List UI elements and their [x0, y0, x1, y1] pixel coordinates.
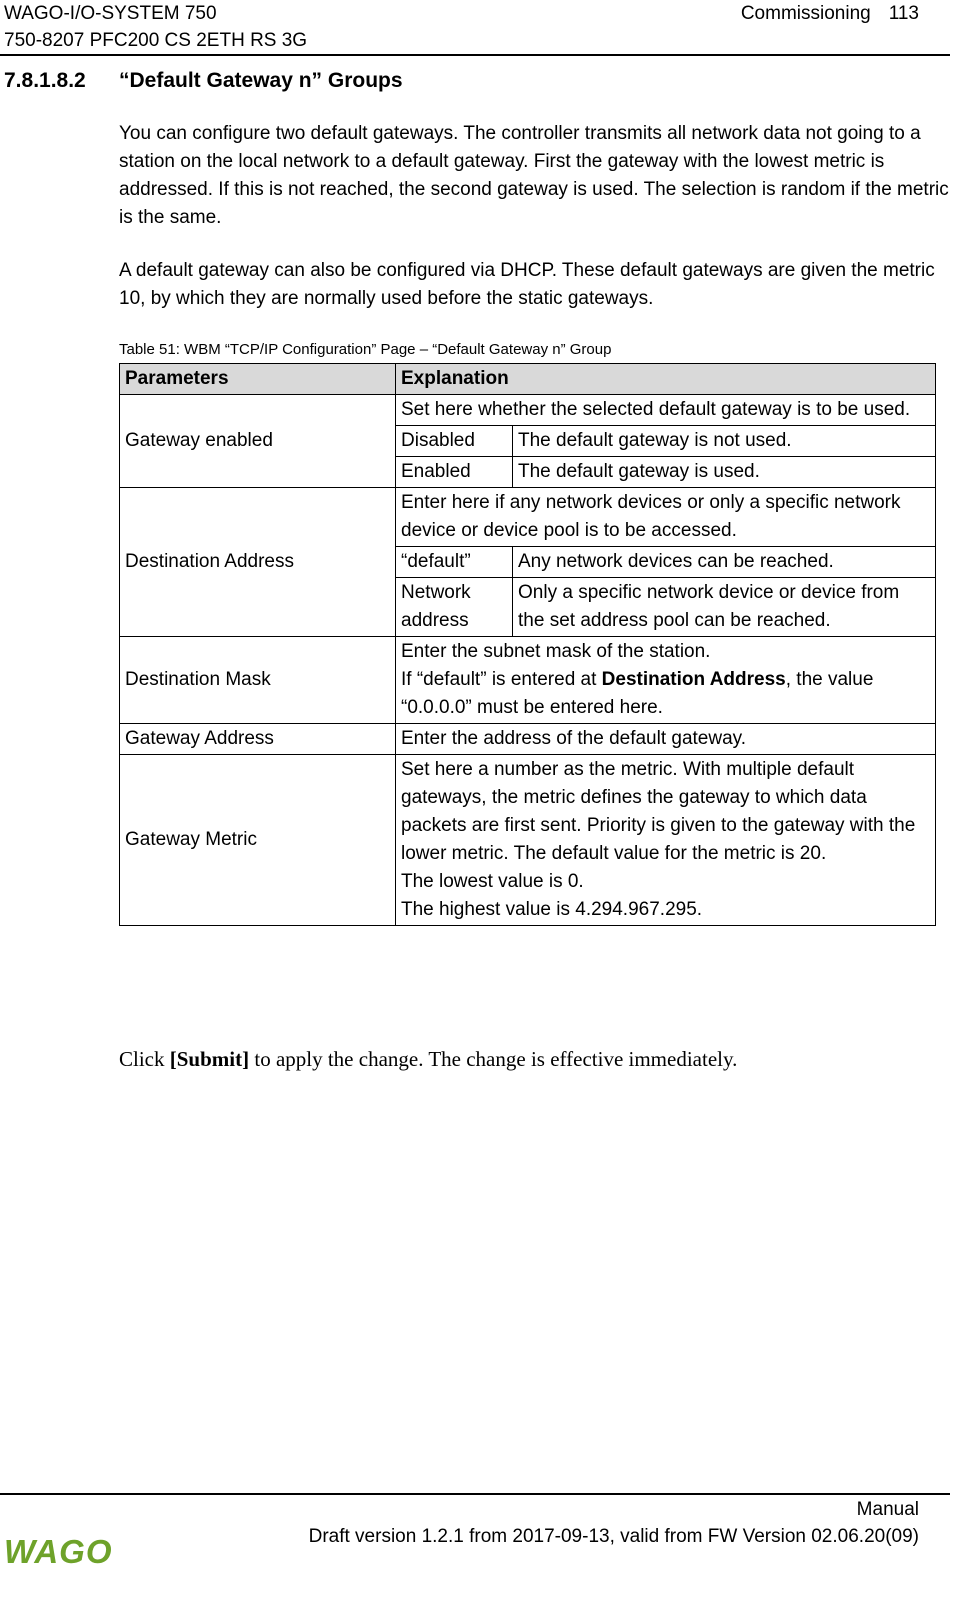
header-rule: [0, 54, 950, 56]
desc-destination-address: Enter here if any network devices or only a specific network device or device pool is to be accessed.: [396, 488, 936, 547]
paragraph-dhcp: A default gateway can also be configured via DHCP. These default gateways are given the metric 10, by which they are normally used before the static gateways.: [119, 260, 935, 309]
wago-logo: [2, 1534, 122, 1568]
instruction-text: [119, 1044, 737, 1074]
table-row: [120, 395, 936, 426]
wago-logo-text: WAGO: [4, 1534, 113, 1568]
footer-doc-type: Manual: [856, 1499, 919, 1520]
desc-gateway-address: Enter the address of the default gateway.: [396, 724, 936, 755]
desc-line: The lowest value is 0.: [401, 871, 584, 892]
desc-line: Set here a number as the metric. With multiple default gateways, the metric defines the gateway to which data packets are first sent. Priority is given to the gateway with the lower metric. The default value for the metric is 20.: [401, 759, 916, 864]
submit-reference: [Submit]: [169, 1047, 250, 1071]
running-header-left: [4, 0, 307, 54]
instruction-pre: Click: [119, 1047, 170, 1071]
paragraph-intro: You can configure two default gateways. The controller transmits all network data not going to a station on the local network to a default gateway. First the gateway with the lowest metric is addressed. If this is not reached, the second gateway is used. The selection is random if the metric is the same.: [119, 123, 949, 228]
option-key: Enabled: [396, 457, 513, 488]
table-caption: Table 51: WBM “TCP/IP Configuration” Page – “Default Gateway n” Group: [119, 341, 612, 358]
table-row: [120, 637, 936, 724]
desc-emphasis: Destination Address: [601, 669, 786, 690]
desc-gateway-enabled: Set here whether the selected default gateway is to be used.: [396, 395, 936, 426]
option-key: Disabled: [396, 426, 513, 457]
header-product-model: 750-8207 PFC200 CS 2ETH RS 3G: [4, 30, 308, 51]
header-parameters: Parameters: [120, 364, 396, 395]
option-value: Only a specific network device or device from the set address pool can be reached.: [513, 578, 936, 637]
table-header-row: [120, 364, 936, 395]
header-explanation: Explanation: [396, 364, 936, 395]
section-number: 7.8.1.8.2: [4, 69, 86, 92]
desc-line: Enter the subnet mask of the station.: [401, 641, 711, 662]
desc-text: If “default” is entered at: [401, 669, 602, 690]
desc-line: The highest value is 4.294.967.295.: [401, 899, 703, 920]
table-row: [120, 488, 936, 547]
desc-destination-mask: [396, 637, 936, 724]
option-key: “default”: [396, 547, 513, 578]
param-destination-mask: Destination Mask: [120, 637, 396, 724]
footer-rule: [0, 1493, 950, 1495]
option-key: Network address: [396, 578, 513, 637]
header-page-number: 113: [888, 3, 919, 24]
param-destination-address: Destination Address: [120, 488, 396, 637]
table-row: [120, 724, 936, 755]
desc-gateway-metric: [396, 755, 936, 926]
param-gateway-enabled: Gateway enabled: [120, 395, 396, 488]
desc-line: [401, 666, 930, 722]
parameters-table: [119, 363, 936, 926]
option-value: Any network devices can be reached.: [513, 547, 936, 578]
header-chapter: Commissioning: [740, 3, 871, 24]
running-header-right: [741, 0, 919, 27]
header-product-line: WAGO-I/O-SYSTEM 750: [4, 3, 217, 24]
desc-text: , the value “0.0.0.0” must be entered here.: [401, 669, 874, 718]
footer-draft-info: Draft version 1.2.1 from 2017-09-13, valid from FW Version 02.06.20(09): [308, 1526, 919, 1547]
param-gateway-metric: Gateway Metric: [120, 755, 396, 926]
param-gateway-address: Gateway Address: [120, 724, 396, 755]
table-row: [120, 755, 936, 926]
section-title: “Default Gateway n” Groups: [119, 69, 403, 92]
option-value: The default gateway is used.: [513, 457, 936, 488]
option-value: The default gateway is not used.: [513, 426, 936, 457]
instruction-post: to apply the change. The change is effective immediately.: [249, 1047, 738, 1071]
